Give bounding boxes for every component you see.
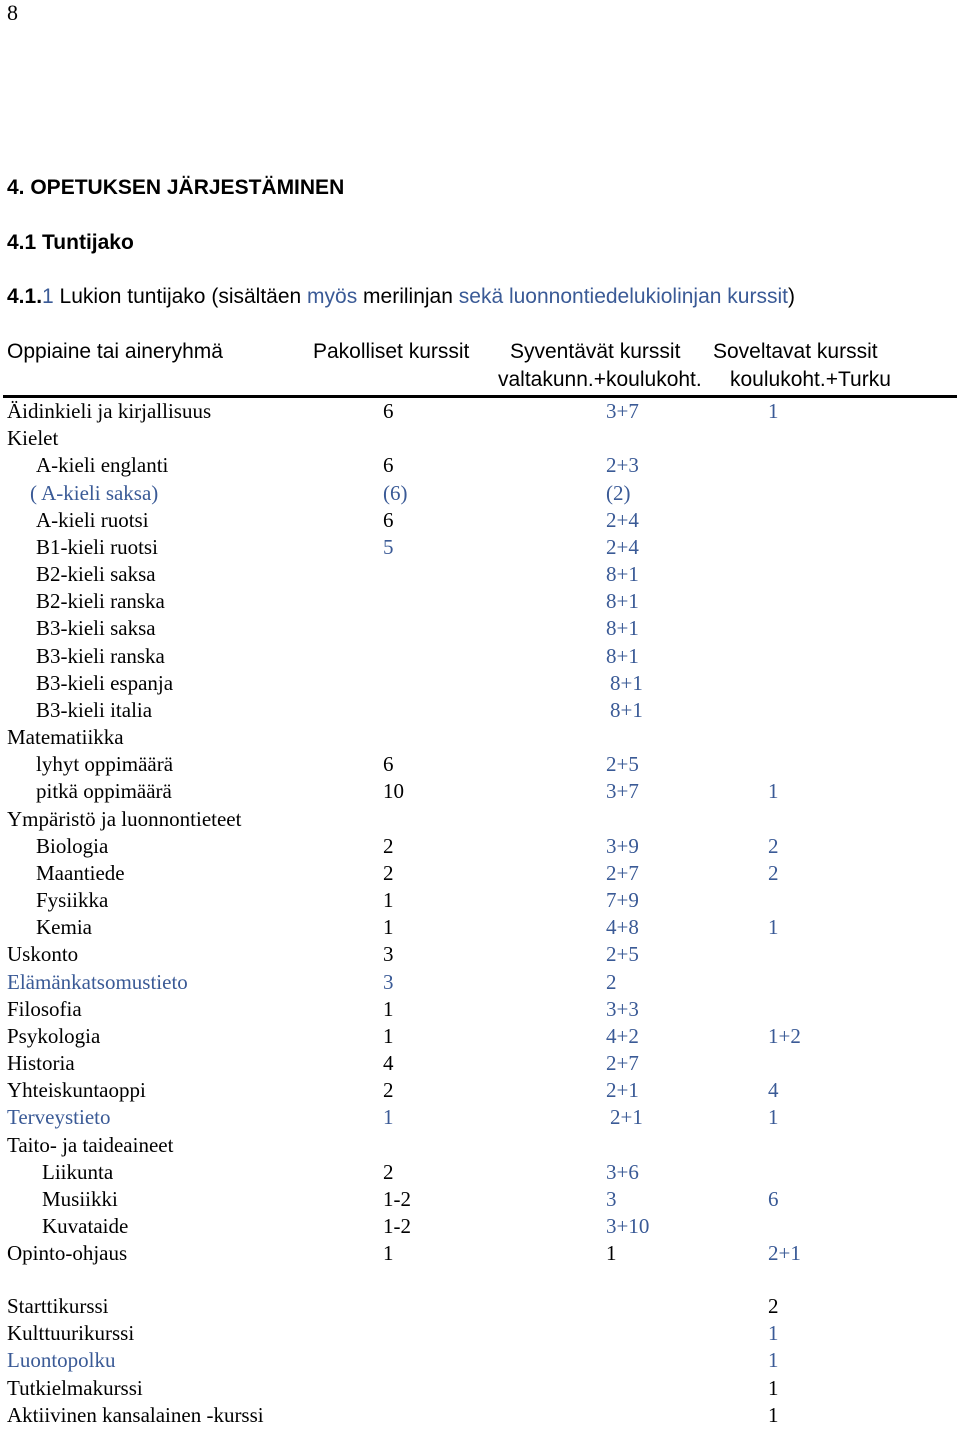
table-row bbox=[0, 970, 960, 997]
applied-count: 4 bbox=[768, 1078, 779, 1103]
subject-label: Liikunta bbox=[42, 1159, 114, 1184]
list-item bbox=[0, 1321, 960, 1348]
applied-count: 2+1 bbox=[768, 1241, 801, 1266]
mandatory-count: 6 bbox=[383, 507, 394, 532]
advanced-count: 2+7 bbox=[606, 1051, 639, 1076]
column-subheader-advanced: valtakunn.+koulukoht. bbox=[498, 368, 702, 391]
subject-label: Psykologia bbox=[7, 1023, 101, 1048]
mandatory-count: 2 bbox=[383, 833, 394, 858]
subject-label: Terveystieto bbox=[7, 1105, 111, 1130]
mandatory-count: 1-2 bbox=[383, 1214, 411, 1239]
extra-course-label: Starttikurssi bbox=[7, 1294, 109, 1318]
applied-count: 2 bbox=[768, 860, 779, 885]
advanced-count: 8+1 bbox=[610, 697, 643, 722]
advanced-count: 1 bbox=[606, 1241, 617, 1266]
mandatory-count: 2 bbox=[383, 860, 394, 885]
subject-label: Opinto-ohjaus bbox=[7, 1241, 128, 1266]
table-row bbox=[0, 1187, 960, 1214]
table-row bbox=[0, 1105, 960, 1132]
mandatory-count: 4 bbox=[383, 1051, 394, 1076]
advanced-count: 8+1 bbox=[606, 643, 639, 668]
subject-label: pitkä oppimäärä bbox=[36, 779, 172, 804]
table-row bbox=[0, 752, 960, 779]
subsection-title-part2: myös bbox=[307, 285, 358, 308]
subject-label: Taito- ja taideaineet bbox=[7, 1132, 174, 1157]
page-number: 8 bbox=[7, 0, 18, 25]
subsection-title-part5: ) bbox=[787, 285, 795, 308]
subject-label: Fysiikka bbox=[36, 888, 109, 913]
subject-label: B3-kieli espanja bbox=[36, 670, 174, 695]
mandatory-count: 2 bbox=[383, 1159, 394, 1184]
table-row bbox=[0, 589, 960, 616]
column-header-advanced: Syventävät kurssit bbox=[510, 340, 681, 363]
applied-count: 1 bbox=[768, 399, 779, 423]
mandatory-count: 6 bbox=[383, 752, 394, 777]
table-row bbox=[0, 453, 960, 480]
extra-course-label: Kulttuurikurssi bbox=[7, 1321, 135, 1346]
mandatory-count: 3 bbox=[383, 942, 394, 967]
table-row bbox=[0, 888, 960, 915]
advanced-count: 4+2 bbox=[606, 1023, 639, 1048]
mandatory-count: (6) bbox=[383, 480, 408, 505]
mandatory-count: 1 bbox=[383, 996, 394, 1021]
advanced-count: 2+1 bbox=[606, 1078, 639, 1103]
applied-count: 1 bbox=[768, 779, 779, 804]
table-row bbox=[0, 1241, 960, 1268]
column-header-subject: Oppiaine tai aineryhmä bbox=[7, 340, 223, 363]
subsection-title-part1: Lukion tuntijako (sisältäen bbox=[53, 285, 308, 308]
table-row bbox=[0, 1078, 960, 1105]
table-row bbox=[0, 1160, 960, 1187]
column-header-mandatory: Pakolliset kurssit bbox=[313, 340, 470, 363]
subsection-heading bbox=[7, 285, 795, 309]
extra-course-count: 1 bbox=[768, 1321, 779, 1346]
table-row bbox=[0, 698, 960, 725]
table-row bbox=[0, 1214, 960, 1241]
advanced-count: (2) bbox=[606, 480, 631, 505]
table-row bbox=[0, 807, 960, 834]
applied-count: 1 bbox=[768, 1105, 779, 1130]
table-row bbox=[0, 942, 960, 969]
mandatory-count: 6 bbox=[383, 453, 394, 478]
extra-course-count: 1 bbox=[768, 1375, 779, 1400]
mandatory-count: 10 bbox=[383, 779, 404, 804]
advanced-count: 2+4 bbox=[606, 534, 639, 559]
applied-count: 1+2 bbox=[768, 1023, 801, 1048]
subject-label: Äidinkieli ja kirjallisuus bbox=[7, 399, 212, 423]
advanced-count: 3+6 bbox=[606, 1159, 639, 1184]
applied-count: 2 bbox=[768, 833, 779, 858]
advanced-count: 8+1 bbox=[610, 670, 643, 695]
section-heading: 4.1 Tuntijako bbox=[7, 231, 134, 254]
subject-label: lyhyt oppimäärä bbox=[36, 752, 174, 777]
subsection-title-part4: sekä luonnontiedelukiolinjan kurssit bbox=[458, 285, 788, 308]
subject-label: Uskonto bbox=[7, 942, 79, 967]
subject-label: Kielet bbox=[7, 426, 59, 451]
extra-course-count: 1 bbox=[768, 1402, 779, 1427]
subject-label: Ympäristö ja luonnontieteet bbox=[7, 806, 242, 831]
advanced-count: 2 bbox=[606, 969, 617, 994]
subject-label: ( A-kieli saksa) bbox=[30, 480, 159, 505]
mandatory-count: 1-2 bbox=[383, 1186, 411, 1211]
subject-label: Musiikki bbox=[42, 1186, 118, 1211]
table-row bbox=[0, 779, 960, 806]
advanced-count: 4+8 bbox=[606, 915, 639, 940]
advanced-count: 8+1 bbox=[606, 562, 639, 587]
table-row bbox=[0, 426, 960, 453]
table-row bbox=[0, 535, 960, 562]
list-item bbox=[0, 1348, 960, 1375]
mandatory-count: 1 bbox=[383, 1241, 394, 1266]
advanced-count: 2+5 bbox=[606, 942, 639, 967]
table-row bbox=[0, 399, 960, 426]
subsection-number-b: 1 bbox=[42, 285, 54, 308]
extra-course-label: Luontopolku bbox=[7, 1348, 116, 1373]
chapter-heading: 4. OPETUKSEN JÄRJESTÄMINEN bbox=[7, 176, 345, 199]
advanced-count: 3+9 bbox=[606, 833, 639, 858]
mandatory-count: 1 bbox=[383, 1023, 394, 1048]
list-item bbox=[0, 1294, 960, 1321]
table-row bbox=[0, 915, 960, 942]
subsection-title-part3: merilinjan bbox=[357, 285, 459, 308]
extra-course-label: Tutkielmakurssi bbox=[7, 1375, 143, 1400]
mandatory-count: 3 bbox=[383, 969, 394, 994]
table-row bbox=[0, 1051, 960, 1078]
subject-label: B2-kieli ranska bbox=[36, 589, 165, 614]
advanced-count: 2+1 bbox=[610, 1105, 643, 1130]
extra-course-count: 1 bbox=[768, 1348, 779, 1373]
table-row bbox=[0, 562, 960, 589]
subject-label: Historia bbox=[7, 1051, 75, 1076]
table-row bbox=[0, 997, 960, 1024]
advanced-count: 3 bbox=[606, 1186, 617, 1211]
advanced-count: 2+5 bbox=[606, 752, 639, 777]
table-row bbox=[0, 725, 960, 752]
advanced-count: 3+10 bbox=[606, 1214, 650, 1239]
extra-course-label: Aktiivinen kansalainen -kurssi bbox=[7, 1402, 264, 1427]
list-item bbox=[0, 1403, 960, 1430]
mandatory-count: 5 bbox=[383, 534, 394, 559]
subject-label: Kuvataide bbox=[42, 1214, 129, 1239]
subject-label: Filosofia bbox=[7, 996, 82, 1021]
subject-label: B3-kieli saksa bbox=[36, 616, 156, 641]
subject-label: B3-kieli italia bbox=[36, 697, 153, 722]
extra-course-count: 2 bbox=[768, 1294, 779, 1318]
advanced-count: 8+1 bbox=[606, 589, 639, 614]
table-row bbox=[0, 616, 960, 643]
subsection-number-a: 4.1. bbox=[7, 285, 43, 308]
advanced-count: 2+4 bbox=[606, 507, 639, 532]
table-row bbox=[0, 644, 960, 671]
table-row bbox=[0, 834, 960, 861]
applied-count: 6 bbox=[768, 1186, 779, 1211]
subject-label: Yhteiskuntaoppi bbox=[7, 1078, 146, 1103]
advanced-count: 2+3 bbox=[606, 453, 639, 478]
table-row bbox=[0, 861, 960, 888]
subject-label: Elämänkatsomustieto bbox=[7, 969, 188, 994]
subject-label: Kemia bbox=[36, 915, 92, 940]
subject-label: Biologia bbox=[36, 833, 109, 858]
table-row bbox=[0, 508, 960, 535]
subject-label: B1-kieli ruotsi bbox=[36, 534, 158, 559]
subject-label: A-kieli ruotsi bbox=[36, 507, 149, 532]
advanced-count: 3+3 bbox=[606, 996, 639, 1021]
applied-count: 1 bbox=[768, 915, 779, 940]
advanced-count: 7+9 bbox=[606, 888, 639, 913]
table-row bbox=[0, 481, 960, 508]
table-row bbox=[0, 1024, 960, 1051]
subject-label: A-kieli englanti bbox=[36, 453, 169, 478]
advanced-count: 8+1 bbox=[606, 616, 639, 641]
subject-label: B3-kieli ranska bbox=[36, 643, 165, 668]
column-header-applied: Soveltavat kurssit bbox=[713, 340, 878, 363]
mandatory-count: 1 bbox=[383, 915, 394, 940]
header-rule bbox=[3, 395, 957, 398]
advanced-count: 2+7 bbox=[606, 860, 639, 885]
list-item bbox=[0, 1376, 960, 1403]
subject-label: B2-kieli saksa bbox=[36, 562, 156, 587]
subject-label: Maantiede bbox=[36, 860, 125, 885]
subject-label: Matematiikka bbox=[7, 725, 124, 750]
advanced-count: 3+7 bbox=[606, 399, 639, 423]
table-row bbox=[0, 1133, 960, 1160]
column-subheader-applied: koulukoht.+Turku bbox=[730, 368, 891, 391]
mandatory-count: 6 bbox=[383, 399, 394, 423]
advanced-count: 3+7 bbox=[606, 779, 639, 804]
mandatory-count: 1 bbox=[383, 1105, 394, 1130]
mandatory-count: 2 bbox=[383, 1078, 394, 1103]
mandatory-count: 1 bbox=[383, 888, 394, 913]
table-row bbox=[0, 671, 960, 698]
